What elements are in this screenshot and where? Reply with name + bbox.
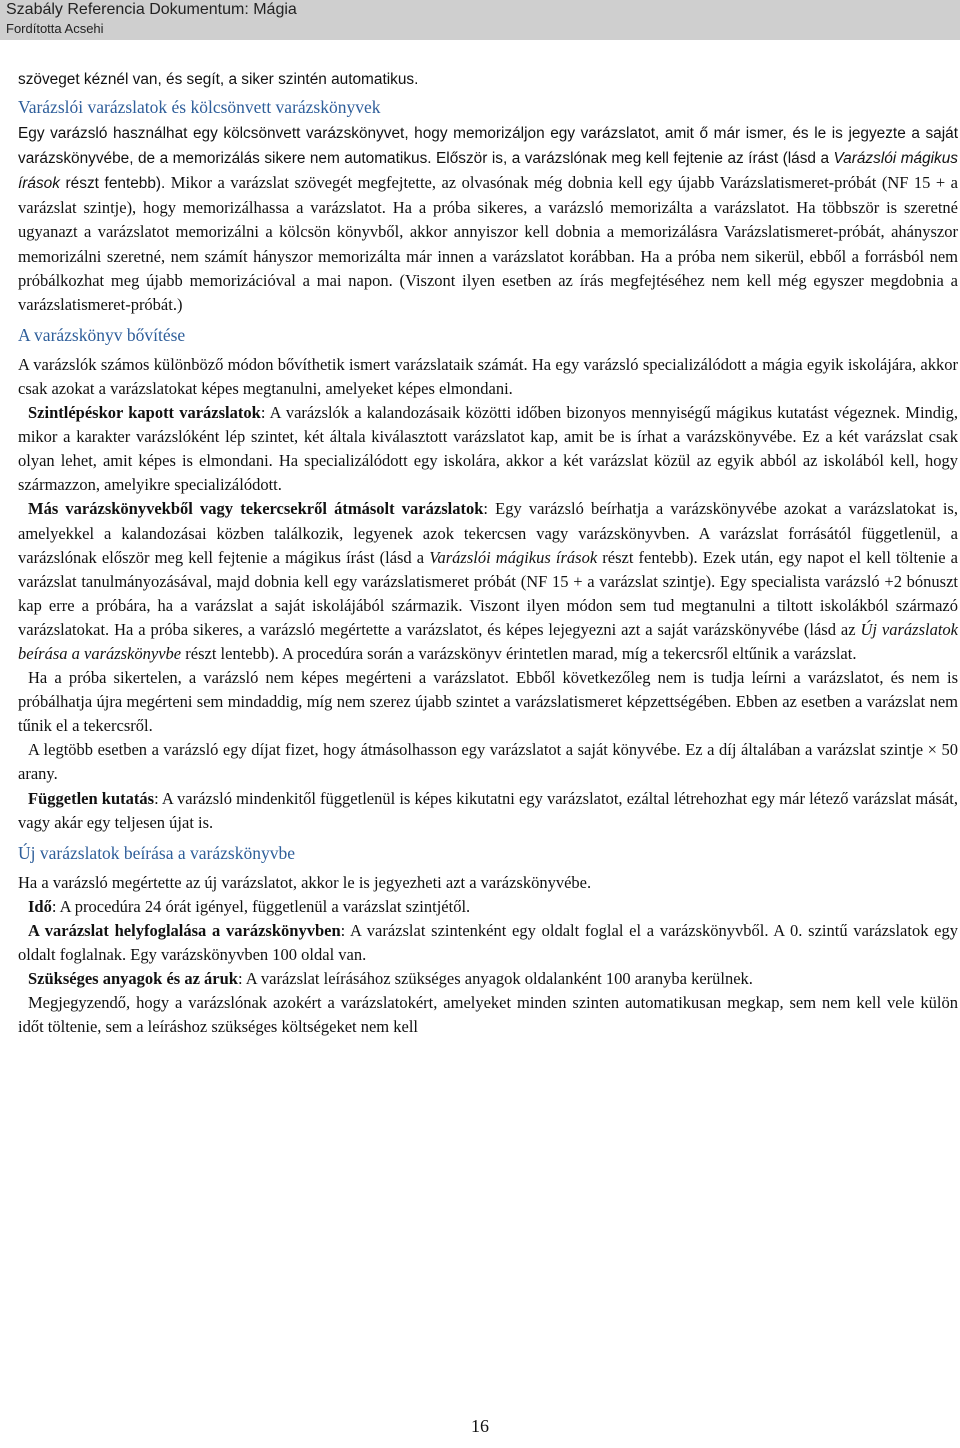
paragraph-copy-fee: A legtöbb esetben a varázsló egy díjat fizet, hogy átmásolhasson egy varázslatot a saját könyvébe. Ez a díj általában a varázslat szintje × 50 arany.	[18, 740, 959, 784]
section-heading-expanding-spellbook: A varázskönyv bővítése	[18, 324, 186, 345]
paragraph-expanding-intro: A varázslók számos különböző módon bővíthetik ismert varázslataik számát. Ha egy varázsló specializálódott a mágia egyik iskolájára, akkor csak azokat a varázslatokat képes megtanulni, amelyeket képes elmondani.	[18, 354, 958, 398]
header-title: Szabály Referencia Dokumentum: Mágia	[6, 1, 297, 18]
section-heading-writing-spells: Új varázslatok beírása a varázskönyvbe	[18, 842, 295, 863]
paragraph-failed-check: Ha a próba sikertelen, a varázsló nem képes megérteni a varázslatot. Ebből következőleg nem is tudja leírni a varázslatot, és nem is próbálhatja újra megérteni sem mindaddig, míg nem szerez újabb szintet a varázslatismeret képzettségében. Ebben az esetben a varázslat nem tűnik el a tekercsről.	[18, 668, 958, 736]
section-heading-borrowed-spellbooks: Varázslói varázslatok és kölcsönvett varázskönyvek	[18, 97, 381, 118]
header-subtitle: Fordította Acsehi	[6, 21, 104, 36]
multiply-sign: ×	[927, 740, 937, 760]
page-number: 16	[471, 1416, 489, 1436]
paragraph-independent-research: Független kutatás: A varázsló mindenkitől függetlenül is képes kikutatni egy varázslatot, ezáltal létrehozhat egy már létező varázslat mását, vagy akár egy teljesen újat is.	[18, 788, 958, 832]
intro-line: szöveget kéznél van, és segít, a siker szintén automatikus.	[18, 71, 419, 88]
paragraph-borrowed-spellbooks: Egy varázsló használhat egy kölcsönvett varázskönyvet, hogy memorizáljon egy varázslatot, amit ő már ismer, és le is jegyezte a saját varázskönyvébe, de a memorizálás sikere nem automatikus. Először is, a varázslónak meg kell fejtenie az írást (lásd a Varázslói mágikus írások részt fentebb). Mikor a varázslat szövegét megfejtette, az olvasónak még dobnia kell egy újabb Varázslatismeret-próbát (NF 15 + a varázslat szintje), hogy memorizálhassa a varázslatot. Ha a próba sikeres, a varázsló memorizálta a varázslatot. Ha többször is szeretné ugyanazt a varázslatot memorizálni a kölcsön könyvből, akkor annyiszor kell dobnia a memorizálásra Varázslatismeret-próbát, ahányszor memorizálni szeretné, nem számít hányszor memorizálta már innen a varázslatot korábban. Ha a próba nem sikerül, ebből a forrásból nem próbálkozhat meg újabb memorizációval a mai napon. (Viszont ilyen esetben az írás megfejtéséhez nem kell még egyszer megdobnia a varázslatismeret-próbát.)	[18, 125, 959, 314]
paragraph-materials-cost: Szükséges anyagok és az áruk: A varázslat leírásához szükséges anyagok oldalanként 100 aranyba kerülnek.	[28, 969, 753, 989]
paragraph-writing-intro: Ha a varázsló megértette az új varázslatot, akkor le is jegyezheti azt a varázskönyvébe.	[18, 872, 592, 892]
paragraph-time: Idő: A procedúra 24 órát igényel, függetlenül a varázslat szintjétől.	[28, 896, 471, 916]
paragraph-space-occupied: A varázslat helyfoglalása a varázskönyvben: A varázslat szintenként egy oldalt foglal el a varázskönyvből. A 0. szintű varázslatok egy oldalt foglalnak. Egy varázskönyvben 100 oldal van.	[18, 920, 959, 964]
document-header	[0, 0, 960, 40]
document-body	[18, 68, 958, 1039]
paragraph-copied-spells: Más varázskönyvekből vagy tekercsekről átmásolt varázslatok: Egy varázsló beírhatja a varázskönyvébe azokat a varázslatokat is, amelyekkel a kalandozásai közben találkozik, legyenek azok tekercsen vagy varázskönyvben. A varázslat forrásától függetlenül, a varázslónak először meg kell fejtenie a mágikus írást (lásd a Varázslói mágikus írások részt fentebb). Ezek után, egy napot el kell töltenie a varázslat tanulmányozásával, majd dobnia kell egy varázslatismeret próbát (NF 15 + a varázslat szintje). Egy specialista varázsló +2 bónuszt kap erre a próbára, ha a varázslat a saját iskolájából származik. Viszont ilyen módon sem tud megtanulni a tiltott iskolákból származó varázslatokat. Ha a próba sikeres, a varázsló megértette a varázslatot, és képes lejegyezni azt a saját varázskönyvébe (lásd az Új varázslatok beírása a varázskönyvbe részt lentebb). A procedúra során a varázskönyv érintetlen marad, míg a tekercsről eltűnik a varázslat.	[18, 499, 958, 663]
paragraph-note: Megjegyzendő, hogy a varázslónak azokért a varázslatokért, amelyeket minden szinten automatikusan megkap, sem nem kell vele külön időt töltenie, sem a leíráshoz szükséges költségeket nem kell	[18, 993, 958, 1037]
paragraph-level-up-spells: Szintlépéskor kapott varázslatok: A varázslók a kalandozásaik közötti időben bizonyos mennyiségű mágikus kutatást végeznek. Mindig, mikor a karakter varázslóként lép szintet, két általa kiválasztott varázslatot kap, amit be is írhat a varázskönyvébe. Ez a két varázslat csak olyan lehet, amit képes is elmondani. Ha specializálódott egy iskolára, akkor a két varázslat közül az egyik abból az iskolából kell, hogy származzon, amelyikre specializálódott.	[18, 403, 958, 495]
